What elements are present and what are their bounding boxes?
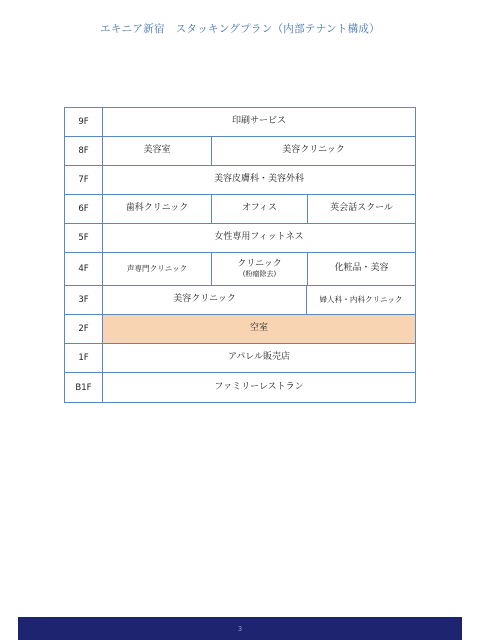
tenant-cell: 婦人科・内科クリニック (319, 295, 403, 305)
floor-row (65, 253, 415, 286)
tenant-cell: 声専門クリニック (103, 253, 212, 285)
tenant-cell (212, 253, 308, 285)
tenant-cell: 美容クリニック (282, 145, 345, 156)
tenant-cell: 歯科クリニック (103, 195, 212, 223)
floor-label: 6F (65, 195, 103, 223)
tenant-cell: 美容室 (103, 137, 212, 165)
tenant-cell: 美容クリニック (103, 286, 307, 314)
floor-label: 7F (65, 166, 103, 194)
floor-label: 1F (65, 344, 103, 372)
floor-row (65, 373, 415, 402)
tenant-cell: 美容皮膚科・美容外科 (213, 174, 304, 185)
floor-label: 2F (65, 315, 103, 343)
floor-row (65, 137, 415, 166)
tenant-note: (粉瘤除去) (242, 270, 277, 279)
page-title: エキニア新宿 スタッキングプラン（内部テナント構成） (100, 23, 380, 35)
floor-row (65, 108, 415, 137)
floor-label: 3F (65, 286, 103, 314)
floor-row (65, 344, 415, 373)
tenant-cell: 英会話スクール (330, 203, 393, 214)
floor-row (65, 166, 415, 195)
floor-label: 5F (65, 224, 103, 252)
tenant-cell: 化粧品・美容 (334, 263, 389, 274)
tenant-cell: オフィス (212, 195, 308, 223)
footer-bar (18, 617, 462, 640)
tenant-cell: 女性専用フィットネス (214, 232, 304, 243)
vacant-cell: 空室 (103, 315, 415, 343)
floor-row (65, 315, 415, 344)
floor-row (65, 195, 415, 224)
floor-row (65, 286, 415, 315)
page-number: 3 (237, 624, 243, 633)
floor-label: 9F (65, 108, 103, 136)
floor-row (65, 224, 415, 253)
tenant-cell: ファミリーレストラン (214, 381, 304, 392)
stacking-plan-table (64, 107, 416, 403)
tenant-name: クリニック (237, 259, 282, 269)
floor-label: 4F (65, 253, 103, 285)
tenant-cell: 印刷サービス (231, 116, 286, 127)
floor-label: B1F (65, 373, 103, 402)
floor-label: 8F (65, 137, 103, 165)
tenant-cell: アパレル販売店 (227, 352, 291, 363)
